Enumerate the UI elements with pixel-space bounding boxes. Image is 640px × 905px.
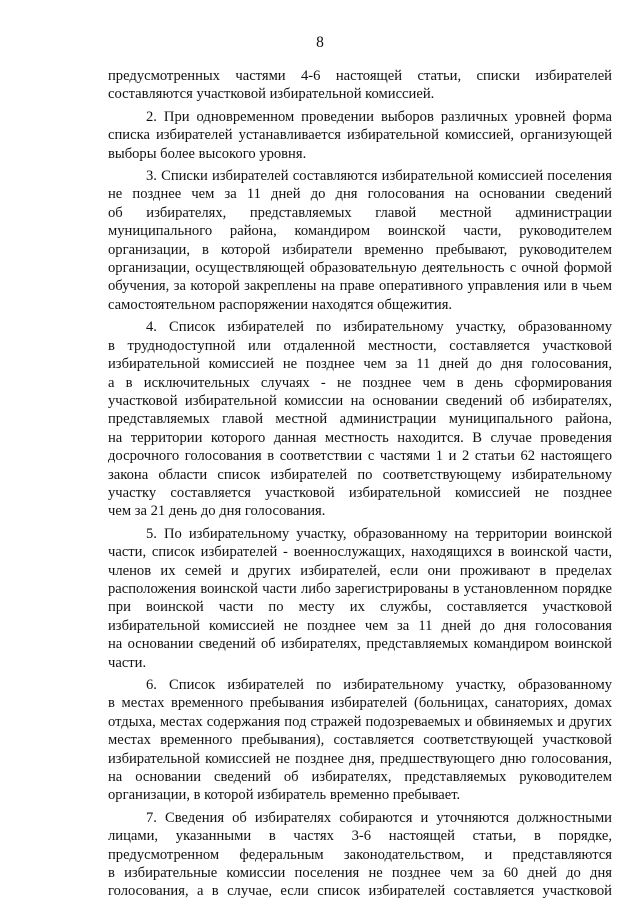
paragraph (108, 318, 612, 520)
text-line: чем за 21 день до дня голосования. (108, 503, 326, 520)
paragraph (108, 525, 612, 672)
text-line: в труднодоступной или отдаленной местности, составляется участковой (108, 337, 612, 354)
paragraph (108, 167, 612, 314)
text-line: 6. Список избирателей по избирательному участку, образованному (146, 677, 612, 693)
text-line: избирательной комиссией не позднее чем за 11 дней до дня голосования, (108, 356, 612, 373)
text-line: части. (108, 654, 147, 671)
paragraph (108, 676, 612, 805)
text-line: организации, осуществляющей образовательную деятельность с очной формой (108, 260, 612, 277)
text-line: представляемых главой местной администрации муниципального района, (108, 411, 612, 428)
text-line: избирательной комиссией не позднее чем за 11 дней до дня голосования (108, 617, 612, 634)
text-line: досрочного голосования в соответствии с частями 1 и 2 статьи 62 настоящего (108, 448, 612, 465)
page-number: 8 (316, 34, 324, 51)
text-line: местах временного пребывания), составляется соответствующей участковой (108, 732, 612, 749)
text-line: членов их семей и других избирателей, если они проживают в пределах (108, 562, 612, 579)
text-line: при воинской части по месту их службы, составляется участковой (108, 599, 612, 616)
paragraph (108, 809, 612, 901)
text-line: на основании сведений об избирателях, представляемых руководителем (108, 769, 612, 786)
text-line: обучения, за которой закреплены на праве оперативного управления или в чьем (108, 278, 612, 295)
text-line: на основании сведений об избирателях, представляемых командиром воинской (108, 636, 612, 653)
text-line: отдыха, местах содержания под стражей подозреваемых и обвиняемых и других (108, 713, 612, 730)
text-line: самостоятельном распоряжении находятся общежития. (108, 296, 453, 313)
text-line: списка избирателей устанавливается избирательной комиссией, организующей (108, 127, 612, 144)
text-line: в местах временного пребывания избирателей (больницах, санаториях, домах (108, 695, 612, 712)
text-line: на территории которого данная местность находится. В случае проведения (108, 429, 612, 446)
text-line: предусмотренном федеральным законодательством, и представляются (108, 846, 612, 863)
text-line: предусмотренных частями 4-6 настоящей статьи, списки избирателей (108, 68, 612, 84)
text-line: голосования, а в случае, если список избирателей составляется участковой (108, 883, 612, 900)
text-line: закона области список избирателей по соответствующему избирательному (108, 466, 612, 483)
text-line: 2. При одновременном проведении выборов различных уровней форма (146, 108, 612, 125)
text-line: муниципального района, командиром воинской части, руководителем (108, 223, 612, 240)
text-line: организации, в которой избиратель временно пребывает. (108, 787, 461, 804)
text-line: части, список избирателей - военнослужащих, находящихся в воинской части, (108, 544, 612, 561)
text-line: выборы более высокого уровня. (108, 145, 307, 162)
text-line: участковой избирательной комиссии на основании сведений об избирателях, (108, 392, 612, 409)
text-line: об избирателях, представляемых главой местной администрации (108, 204, 612, 221)
paragraph (108, 108, 612, 163)
text-line: участку составляется участковой избирательной комиссией не позднее (108, 484, 612, 501)
text-line: 7. Сведения об избирателях собираются и уточняются должностными (146, 809, 612, 826)
document-body (108, 67, 612, 905)
paragraph (108, 67, 612, 104)
text-line: не позднее чем за 11 дней до дня голосования на основании сведений (108, 186, 612, 203)
text-line: составляются участковой избирательной комиссией. (108, 86, 435, 103)
text-line: 4. Список избирателей по избирательному участку, образованному (146, 319, 612, 336)
text-line: в избирательные комиссии поселения не позднее чем за 60 дней до дня (108, 865, 612, 882)
text-line: 3. Списки избирателей составляются избирательной комиссией поселения (146, 168, 612, 185)
text-line: а в исключительных случаях - не позднее чем в день сформирования (108, 374, 612, 391)
text-line: избирательной комиссией не позднее дня, предшествующего дню голосования, (108, 750, 612, 767)
text-line: лицами, указанными в частях 3-6 настоящей статьи, в порядке, (108, 828, 612, 845)
text-line: организации, в которой избиратели временно пребывают, руководителем (108, 241, 612, 258)
text-line: 5. По избирательному участку, образованному на территории воинской (146, 525, 612, 542)
text-line: расположения воинской части либо зарегистрированы в установленном порядке (108, 580, 612, 597)
